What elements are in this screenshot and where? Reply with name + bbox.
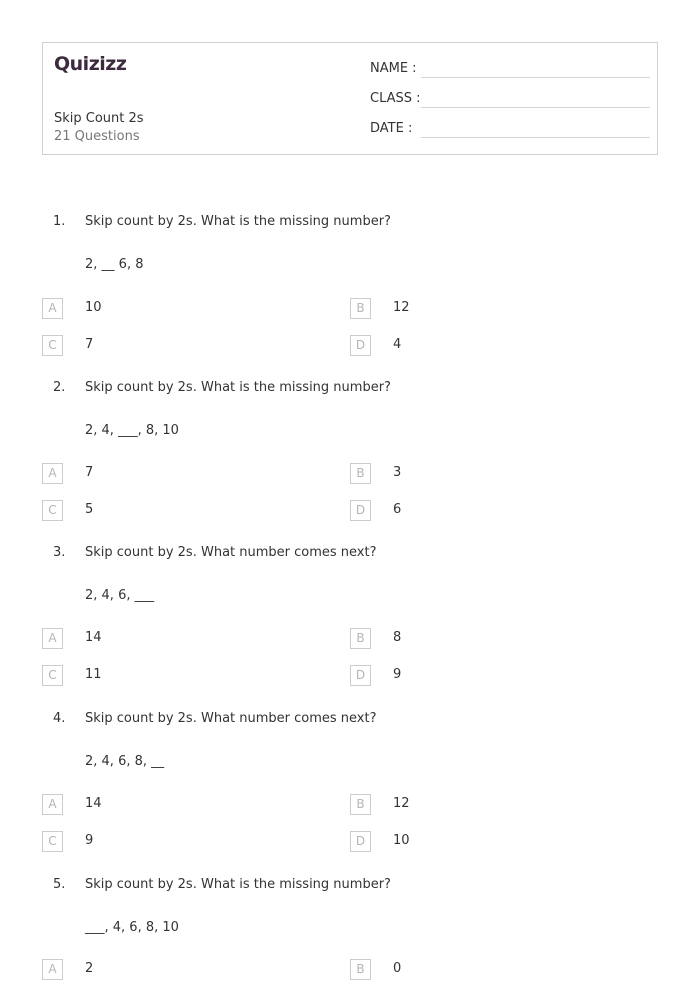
- option-value: 6: [393, 502, 402, 517]
- worksheet-header: [42, 42, 658, 155]
- option-letter: A: [42, 959, 63, 980]
- question-number: 4.: [53, 711, 66, 726]
- worksheet-title: Skip Count 2s: [54, 111, 144, 126]
- option-letter: A: [42, 463, 63, 484]
- class-line: [421, 107, 650, 108]
- option-value: 14: [85, 630, 102, 645]
- option-letter: C: [42, 831, 63, 852]
- option-letter: B: [350, 959, 371, 980]
- option-letter: B: [350, 794, 371, 815]
- class-field: [370, 91, 650, 111]
- question-sequence: 2, __ 6, 8: [85, 257, 144, 272]
- question-number: 3.: [53, 545, 66, 560]
- option-value: 10: [85, 300, 102, 315]
- class-label: CLASS :: [370, 91, 421, 106]
- option-value: 9: [85, 833, 94, 848]
- option-value: 9: [393, 667, 402, 682]
- option-value: 12: [393, 300, 410, 315]
- option-letter: A: [42, 628, 63, 649]
- quizizz-logo: Quizizz: [54, 53, 127, 75]
- name-field: [370, 61, 650, 81]
- option-letter: B: [350, 628, 371, 649]
- date-label: DATE :: [370, 121, 413, 136]
- question-text: Skip count by 2s. What is the missing number?: [85, 380, 391, 395]
- option-letter: D: [350, 335, 371, 356]
- option-letter: A: [42, 298, 63, 319]
- question-text: Skip count by 2s. What is the missing number?: [85, 214, 391, 229]
- option-value: 4: [393, 337, 402, 352]
- question-sequence: ___, 4, 6, 8, 10: [85, 920, 179, 935]
- option-letter: D: [350, 831, 371, 852]
- question-number: 1.: [53, 214, 66, 229]
- option-value: 10: [393, 833, 410, 848]
- option-value: 5: [85, 502, 94, 517]
- question-sequence: 2, 4, ___, 8, 10: [85, 423, 179, 438]
- date-field: [370, 121, 650, 141]
- question-number: 5.: [53, 877, 66, 892]
- question-text: Skip count by 2s. What number comes next?: [85, 545, 377, 560]
- option-letter: C: [42, 500, 63, 521]
- option-letter: C: [42, 335, 63, 356]
- option-letter: A: [42, 794, 63, 815]
- name-label: NAME :: [370, 61, 417, 76]
- option-value: 7: [85, 465, 94, 480]
- option-letter: B: [350, 463, 371, 484]
- option-value: 8: [393, 630, 402, 645]
- option-letter: D: [350, 665, 371, 686]
- option-value: 7: [85, 337, 94, 352]
- question-number: 2.: [53, 380, 66, 395]
- question-sequence: 2, 4, 6, 8, __: [85, 754, 165, 769]
- option-value: 0: [393, 961, 402, 976]
- option-letter: B: [350, 298, 371, 319]
- question-text: Skip count by 2s. What is the missing number?: [85, 877, 391, 892]
- option-letter: C: [42, 665, 63, 686]
- option-value: 14: [85, 796, 102, 811]
- option-value: 11: [85, 667, 102, 682]
- option-value: 12: [393, 796, 410, 811]
- question-text: Skip count by 2s. What number comes next?: [85, 711, 377, 726]
- date-line: [421, 137, 650, 138]
- question-sequence: 2, 4, 6, ___: [85, 588, 155, 603]
- option-value: 3: [393, 465, 402, 480]
- name-line: [421, 77, 650, 78]
- option-letter: D: [350, 500, 371, 521]
- option-value: 2: [85, 961, 94, 976]
- question-count: 21 Questions: [54, 129, 140, 144]
